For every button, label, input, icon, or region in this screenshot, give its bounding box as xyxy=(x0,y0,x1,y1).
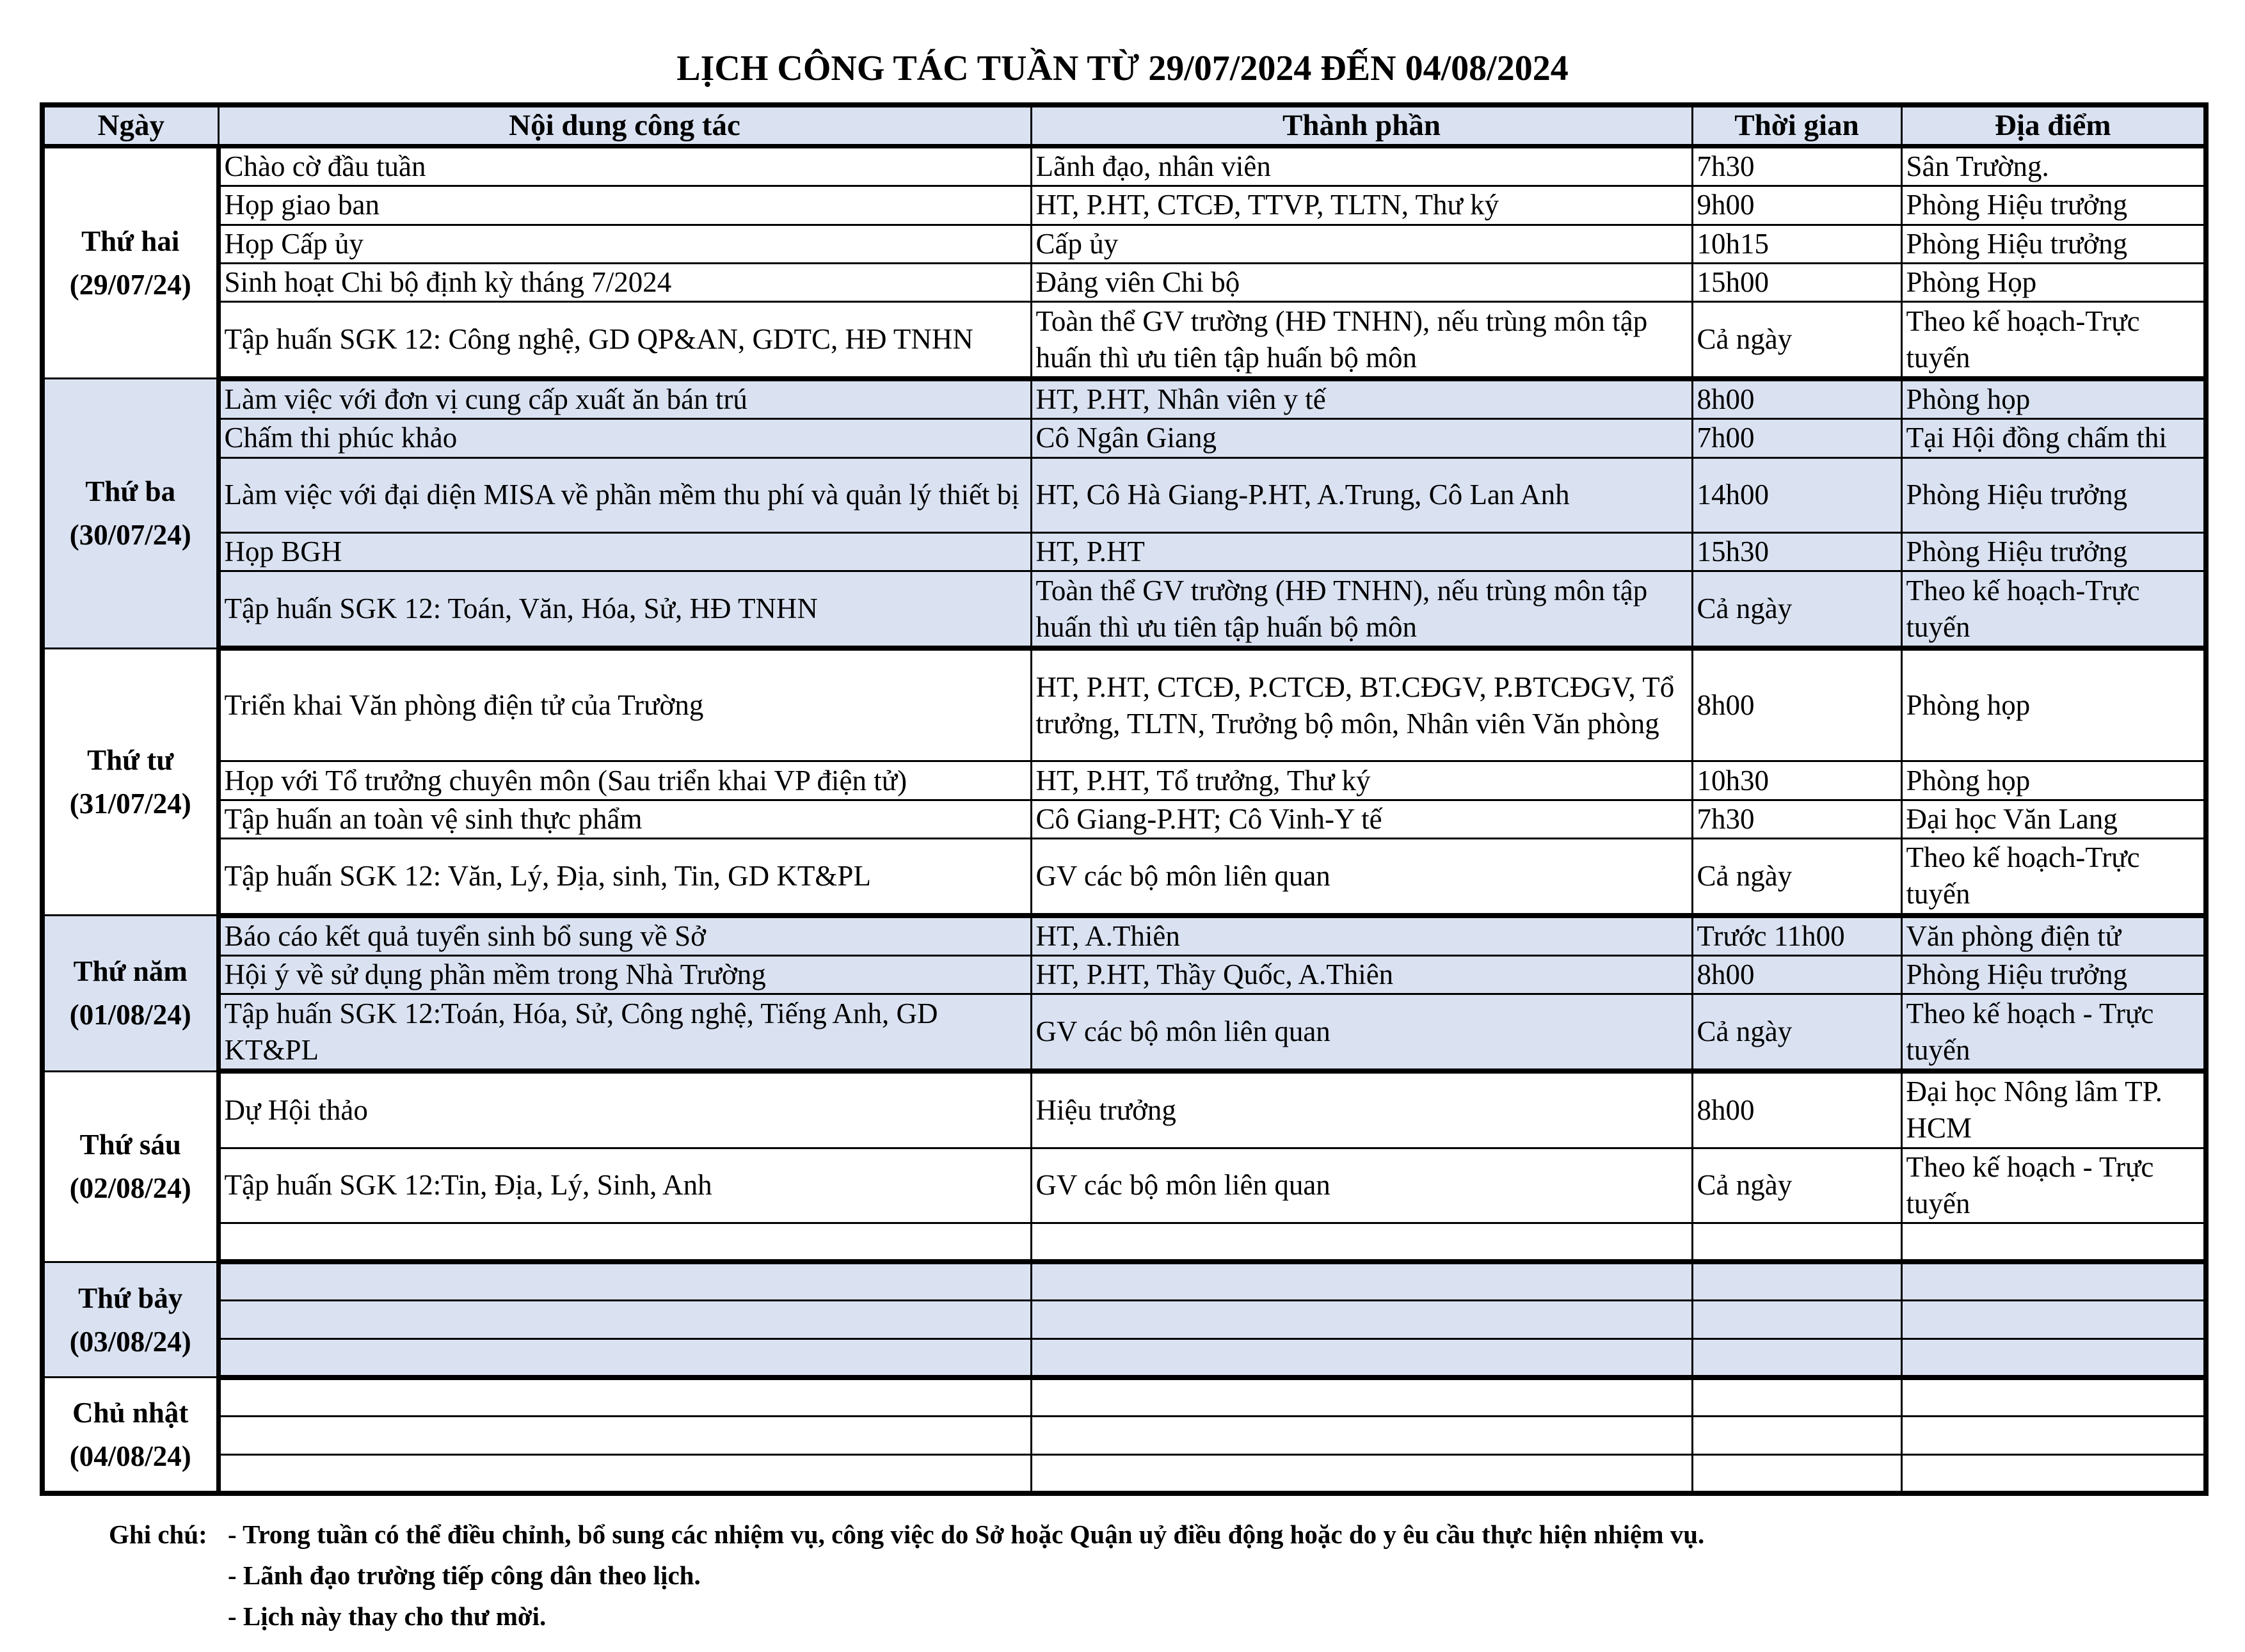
table-row xyxy=(42,225,2206,263)
cell-content xyxy=(218,1416,1031,1454)
cell-time: 15h30 xyxy=(1692,533,1901,571)
table-row xyxy=(42,186,2206,225)
cell-location: Phòng họp xyxy=(1901,379,2206,419)
day-name: Thứ bảy xyxy=(78,1282,183,1314)
day-cell xyxy=(42,916,218,1071)
day-date: (01/08/24) xyxy=(69,999,191,1031)
day-date: (03/08/24) xyxy=(69,1325,191,1358)
cell-content xyxy=(218,1378,1031,1416)
cell-participants xyxy=(1031,1378,1692,1416)
cell-participants: HT, P.HT, Nhân viên y tế xyxy=(1031,379,1692,419)
table-row xyxy=(42,1071,2206,1148)
day-date: (31/07/24) xyxy=(69,787,191,820)
cell-location: Theo kế hoạch-Trực tuyến xyxy=(1901,302,2206,379)
cell-time xyxy=(1692,1416,1901,1454)
cell-time xyxy=(1692,1262,1901,1300)
cell-location: Theo kế hoạch - Trực tuyến xyxy=(1901,994,2206,1071)
cell-content: Dự Hội thảo xyxy=(218,1071,1031,1148)
cell-location: Phòng Hiệu trưởng xyxy=(1901,186,2206,225)
cell-location xyxy=(1901,1223,2206,1262)
cell-location: Theo kế hoạch-Trực tuyến xyxy=(1901,839,2206,916)
cell-participants: Toàn thể GV trường (HĐ TNHN), nếu trùng môn tập huấn thì ưu tiên tập huấn bộ môn xyxy=(1031,302,1692,379)
table-row xyxy=(42,147,2206,186)
page-title: LỊCH CÔNG TÁC TUẦN TỪ 29/07/2024 ĐẾN 04/08/2024 xyxy=(676,49,1569,88)
notes-list xyxy=(228,1514,2148,1637)
cell-location: Văn phòng điện tử xyxy=(1901,916,2206,956)
cell-content: Chào cờ đầu tuần xyxy=(218,147,1031,186)
notes-label: Ghi chú: xyxy=(109,1520,207,1549)
day-cell xyxy=(42,1262,218,1378)
cell-content: Họp với Tổ trưởng chuyên môn (Sau triển khai VP điện tử) xyxy=(218,761,1031,800)
column-header-participants: Thành phần xyxy=(1031,105,1692,147)
table-row xyxy=(42,648,2206,761)
cell-time: 8h00 xyxy=(1692,379,1901,419)
cell-location: Phòng Hiệu trưởng xyxy=(1901,457,2206,533)
table-row xyxy=(42,263,2206,301)
table-row xyxy=(42,571,2206,648)
table-row xyxy=(42,1262,2206,1300)
cell-location: Phòng họp xyxy=(1901,648,2206,761)
cell-location xyxy=(1901,1300,2206,1338)
cell-location: Tại Hội đồng chấm thi xyxy=(1901,419,2206,457)
table-row xyxy=(42,1148,2206,1223)
cell-participants: Lãnh đạo, nhân viên xyxy=(1031,147,1692,186)
cell-participants: GV các bộ môn liên quan xyxy=(1031,839,1692,916)
table-row xyxy=(42,800,2206,838)
cell-content xyxy=(218,1223,1031,1262)
column-header-content: Nội dung công tác xyxy=(218,105,1031,147)
cell-participants: Cô Giang-P.HT; Cô Vinh-Y tế xyxy=(1031,800,1692,838)
day-name: Thứ sáu xyxy=(79,1129,181,1161)
table-row xyxy=(42,1223,2206,1262)
cell-location: Phòng Hiệu trưởng xyxy=(1901,225,2206,263)
cell-content xyxy=(218,1262,1031,1300)
column-header-location: Địa điểm xyxy=(1901,105,2206,147)
cell-content: Triển khai Văn phòng điện tử của Trường xyxy=(218,648,1031,761)
table-header-row xyxy=(42,105,2206,147)
cell-participants: Cấp ủy xyxy=(1031,225,1692,263)
day-name: Chủ nhật xyxy=(72,1397,189,1429)
cell-participants xyxy=(1031,1300,1692,1338)
cell-content xyxy=(218,1339,1031,1378)
day-date: (30/07/24) xyxy=(69,519,191,552)
table-row xyxy=(42,1300,2206,1338)
cell-participants: HT, A.Thiên xyxy=(1031,916,1692,956)
cell-participants: Đảng viên Chi bộ xyxy=(1031,263,1692,301)
cell-participants: HT, P.HT, Thầy Quốc, A.Thiên xyxy=(1031,956,1692,994)
cell-time xyxy=(1692,1223,1901,1262)
cell-location: Phòng Hiệu trưởng xyxy=(1901,533,2206,571)
cell-content: Họp giao ban xyxy=(218,186,1031,225)
cell-location: Theo kế hoạch - Trực tuyến xyxy=(1901,1148,2206,1223)
cell-participants: HT, P.HT, CTCĐ, TTVP, TLTN, Thư ký xyxy=(1031,186,1692,225)
cell-time xyxy=(1692,1339,1901,1378)
cell-location xyxy=(1901,1455,2206,1493)
cell-content: Chấm thi phúc khảo xyxy=(218,419,1031,457)
table-row xyxy=(42,1339,2206,1378)
cell-location xyxy=(1901,1416,2206,1454)
day-date: (04/08/24) xyxy=(69,1440,191,1473)
cell-content: Tập huấn SGK 12:Toán, Hóa, Sử, Công nghệ, Tiếng Anh, GD KT&PL xyxy=(218,994,1031,1071)
table-row xyxy=(42,956,2206,994)
cell-content: Tập huấn an toàn vệ sinh thực phẩm xyxy=(218,800,1031,838)
cell-participants: HT, P.HT xyxy=(1031,533,1692,571)
note-item: - Lãnh đạo trường tiếp công dân theo lịch. xyxy=(228,1561,701,1590)
day-date: (29/07/24) xyxy=(69,269,191,301)
cell-time: 14h00 xyxy=(1692,457,1901,533)
cell-location xyxy=(1901,1339,2206,1378)
cell-time: 8h00 xyxy=(1692,956,1901,994)
cell-participants: HT, P.HT, CTCĐ, P.CTCĐ, BT.CĐGV, P.BTCĐGV, Tổ trưởng, TLTN, Trưởng bộ môn, Nhân viên Văn phòng xyxy=(1031,648,1692,761)
cell-content: Họp BGH xyxy=(218,533,1031,571)
cell-location: Sân Trường. xyxy=(1901,147,2206,186)
cell-time: Cả ngày xyxy=(1692,994,1901,1071)
cell-time: 15h00 xyxy=(1692,263,1901,301)
cell-content: Tập huấn SGK 12:Tin, Địa, Lý, Sinh, Anh xyxy=(218,1148,1031,1223)
cell-time: Cả ngày xyxy=(1692,571,1901,648)
cell-time: Cả ngày xyxy=(1692,1148,1901,1223)
cell-time: Cả ngày xyxy=(1692,302,1901,379)
schedule-table xyxy=(40,102,2209,1496)
cell-time: 10h30 xyxy=(1692,761,1901,800)
day-name: Thứ tư xyxy=(87,743,174,776)
cell-participants xyxy=(1031,1416,1692,1454)
cell-location xyxy=(1901,1378,2206,1416)
cell-participants: Hiệu trưởng xyxy=(1031,1071,1692,1148)
cell-time: Cả ngày xyxy=(1692,839,1901,916)
cell-location: Theo kế hoạch-Trực tuyến xyxy=(1901,571,2206,648)
cell-time: Trước 11h00 xyxy=(1692,916,1901,956)
table-row xyxy=(42,302,2206,379)
day-cell xyxy=(42,1378,218,1493)
cell-content: Tập huấn SGK 12: Toán, Văn, Hóa, Sử, HĐ TNHN xyxy=(218,571,1031,648)
cell-location: Phòng Hiệu trưởng xyxy=(1901,956,2206,994)
cell-participants: Toàn thể GV trường (HĐ TNHN), nếu trùng môn tập huấn thì ưu tiên tập huấn bộ môn xyxy=(1031,571,1692,648)
cell-location: Phòng họp xyxy=(1901,761,2206,800)
table-row xyxy=(42,916,2206,956)
table-row xyxy=(42,419,2206,457)
day-cell xyxy=(42,1071,218,1262)
cell-content: Hội ý về sử dụng phần mềm trong Nhà Trường xyxy=(218,956,1031,994)
table-row xyxy=(42,1416,2206,1454)
cell-participants xyxy=(1031,1223,1692,1262)
cell-time: 10h15 xyxy=(1692,225,1901,263)
cell-content: Tập huấn SGK 12: Văn, Lý, Địa, sinh, Tin, GD KT&PL xyxy=(218,839,1031,916)
cell-participants: GV các bộ môn liên quan xyxy=(1031,994,1692,1071)
table-row xyxy=(42,1455,2206,1493)
cell-time: 9h00 xyxy=(1692,186,1901,225)
day-name: Thứ năm xyxy=(73,955,188,988)
cell-content: Tập huấn SGK 12: Công nghệ, GD QP&AN, GDTC, HĐ TNHN xyxy=(218,302,1031,379)
table-row xyxy=(42,839,2206,916)
cell-time xyxy=(1692,1378,1901,1416)
table-row xyxy=(42,1378,2206,1416)
cell-time: 7h30 xyxy=(1692,800,1901,838)
cell-content xyxy=(218,1455,1031,1493)
cell-content: Sinh hoạt Chi bộ định kỳ tháng 7/2024 xyxy=(218,263,1031,301)
cell-content: Họp Cấp ủy xyxy=(218,225,1031,263)
cell-participants xyxy=(1031,1339,1692,1378)
schedule-body xyxy=(42,147,2206,1494)
cell-location: Phòng Họp xyxy=(1901,263,2206,301)
column-header-day: Ngày xyxy=(42,105,218,147)
cell-participants: GV các bộ môn liên quan xyxy=(1031,1148,1692,1223)
day-cell xyxy=(42,648,218,916)
day-cell xyxy=(42,147,218,379)
note-item: - Lịch này thay cho thư mời. xyxy=(228,1601,547,1631)
cell-time xyxy=(1692,1455,1901,1493)
table-row xyxy=(42,457,2206,533)
cell-location: Đại học Văn Lang xyxy=(1901,800,2206,838)
cell-time: 7h00 xyxy=(1692,419,1901,457)
cell-time: 8h00 xyxy=(1692,1071,1901,1148)
column-header-time: Thời gian xyxy=(1692,105,1901,147)
day-name: Thứ ba xyxy=(85,475,176,508)
cell-participants xyxy=(1031,1455,1692,1493)
day-name: Thứ hai xyxy=(81,225,180,258)
cell-participants xyxy=(1031,1262,1692,1300)
cell-time xyxy=(1692,1300,1901,1338)
cell-location xyxy=(1901,1262,2206,1300)
cell-time: 8h00 xyxy=(1692,648,1901,761)
note-item: - Trong tuần có thể điều chỉnh, bổ sung các nhiệm vụ, công việc do Sở hoặc Quận uỷ điều động hoặc do y êu cầu thực hiện nhiệm vụ. xyxy=(228,1520,1705,1549)
table-row xyxy=(42,761,2206,800)
table-row xyxy=(42,994,2206,1071)
cell-content xyxy=(218,1300,1031,1338)
day-date: (02/08/24) xyxy=(69,1172,191,1205)
cell-participants: HT, P.HT, Tổ trưởng, Thư ký xyxy=(1031,761,1692,800)
cell-content: Làm việc với đại diện MISA về phần mềm thu phí và quản lý thiết bị xyxy=(218,457,1031,533)
day-cell xyxy=(42,379,218,648)
cell-participants: Cô Ngân Giang xyxy=(1031,419,1692,457)
cell-content: Báo cáo kết quả tuyển sinh bổ sung về Sở xyxy=(218,916,1031,956)
cell-location: Đại học Nông lâm TP. HCM xyxy=(1901,1071,2206,1148)
cell-participants: HT, Cô Hà Giang-P.HT, A.Trung, Cô Lan Anh xyxy=(1031,457,1692,533)
table-row xyxy=(42,533,2206,571)
cell-content: Làm việc với đơn vị cung cấp xuất ăn bán trú xyxy=(218,379,1031,419)
cell-time: 7h30 xyxy=(1692,147,1901,186)
table-row xyxy=(42,379,2206,419)
